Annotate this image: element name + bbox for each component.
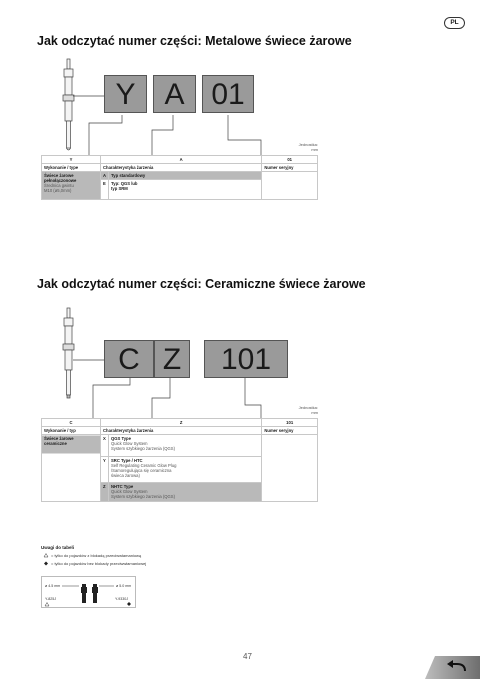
code-box-type: C (104, 340, 154, 378)
code-box-serial: 101 (204, 340, 288, 378)
code-box-glow: A (153, 75, 196, 113)
glow-desc: Typ: QGS lub typ SRM (109, 180, 262, 200)
sub-header: Numer seryjny (262, 427, 318, 435)
back-button[interactable] (425, 656, 480, 679)
diameter-right: ø 5.0 mm (116, 584, 132, 588)
sub-header: Charakterystyka żarzenia (101, 427, 262, 435)
code-box-serial: 01 (202, 75, 254, 113)
label-left: Y-825J (45, 597, 57, 601)
spec-table-ceramic (41, 418, 318, 502)
glow-code: E (101, 180, 109, 200)
ceramic-glow-plug-icon (63, 308, 74, 398)
code-box-type: Y (104, 75, 147, 113)
glow-code: X (101, 435, 109, 457)
legend-heading: Uwagi do tabeli (41, 545, 75, 550)
spec-table-metal (41, 155, 318, 200)
col-header: C (42, 419, 101, 427)
col-header: A (101, 156, 262, 164)
col-header: Y (42, 156, 101, 164)
glow-desc: Typ standardowy (109, 172, 262, 180)
type-cell: Świece żarowe ceramiczne (42, 435, 101, 502)
language-badge: PL (444, 17, 465, 29)
col-header: Z (101, 419, 262, 427)
sub-header: Numer seryjny (262, 164, 318, 172)
unit-note: Jednostka: mm (298, 142, 318, 152)
code-box-glow: Z (154, 340, 190, 378)
serial-cell (262, 172, 318, 200)
triangle-icon (44, 554, 48, 558)
glow-code: A (101, 172, 109, 180)
glow-desc: QGS Type Quick Glow System System szybkiego żarzenia (QGS) (109, 435, 262, 457)
glow-code: Z (101, 483, 109, 502)
sub-header: Wykonanie / typ (42, 427, 101, 435)
metal-glow-plug-icon (63, 59, 74, 150)
legend-line-diamond: = tylko do pojazdów bez blokady przeciwwłamaniowej (51, 561, 147, 566)
label-right: Y-9330J (115, 597, 129, 601)
glow-desc: NHTC Type Quick Glow System System szybkiego żarzenia (QGS) (109, 483, 262, 502)
type-cell: Świece żarowe pełnołączonowe Średnica gwintu M10 (ø5,0mm) (42, 172, 101, 200)
col-header: 01 (262, 156, 318, 164)
thread-diagram (41, 576, 136, 608)
sub-header: Wykonanie / type (42, 164, 101, 172)
unit-note: Jednostka: mm (298, 405, 318, 415)
diamond-icon (44, 562, 48, 566)
diameter-left: ø 4.5 mm (45, 584, 61, 588)
section-title-ceramic: Jak odczytać numer części: Ceramiczne świece żarowe (37, 277, 366, 291)
glow-code: Y (101, 457, 109, 483)
page-number: 47 (243, 652, 252, 661)
col-header: 101 (262, 419, 318, 427)
serial-cell (262, 435, 318, 502)
sub-header: Charakterystyka żarzenia (101, 164, 262, 172)
glow-desc: SRC Type / HTC Self Regulating Ceramic Glow Plug /Samoregulująca się ceramiczna świeca żarowa) (109, 457, 262, 483)
legend-line-triangle: = tylko do pojazdów z blokadą przeciwwłamaniową (51, 553, 142, 558)
section-title-metal: Jak odczytać numer części: Metalowe świece żarowe (37, 34, 352, 48)
